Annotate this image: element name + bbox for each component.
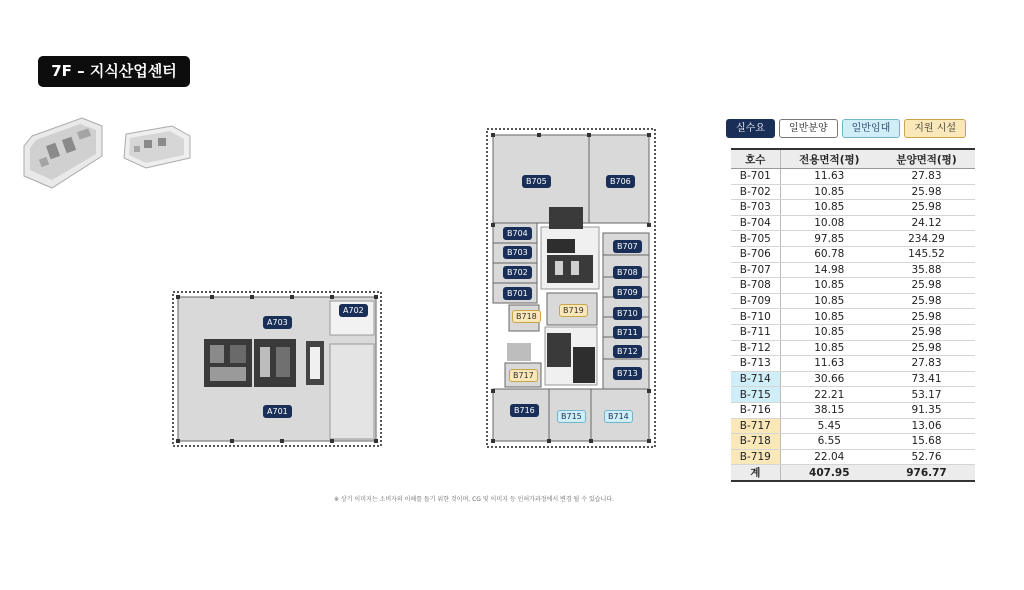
- cell-unit: B-703: [731, 200, 780, 216]
- area-table-header: [731, 149, 975, 169]
- unit-label-b701[interactable]: B701: [503, 287, 532, 300]
- cell-sale: 25.98: [878, 293, 975, 309]
- table-row: [731, 184, 975, 200]
- table-row: [731, 293, 975, 309]
- unit-label-b719[interactable]: B719: [559, 304, 588, 317]
- unit-label-b710[interactable]: B710: [613, 307, 642, 320]
- legend-sales[interactable]: 실수요: [726, 119, 775, 138]
- unit-label-b716[interactable]: B716: [510, 404, 539, 417]
- unit-label-b715[interactable]: B715: [557, 410, 586, 423]
- unit-label-b718[interactable]: B718: [512, 310, 541, 323]
- cell-unit: B-708: [731, 278, 780, 294]
- table-row: [731, 215, 975, 231]
- building-3d-thumbnail-small: [122, 124, 192, 170]
- table-row: [731, 278, 975, 294]
- unit-type-legend: [726, 119, 966, 138]
- cell-unit: B-713: [731, 356, 780, 372]
- cell-sale: 91.35: [878, 402, 975, 418]
- table-row: [731, 371, 975, 387]
- table-row: [731, 309, 975, 325]
- table-row: [731, 324, 975, 340]
- cell-exclusive: 97.85: [780, 231, 878, 247]
- table-row: [731, 402, 975, 418]
- cell-sale: 25.98: [878, 324, 975, 340]
- unit-label-b717[interactable]: B717: [509, 369, 538, 382]
- floor-plan-building-b: [485, 127, 657, 449]
- cell-sale: 145.52: [878, 246, 975, 262]
- cell-exclusive: 10.08: [780, 215, 878, 231]
- cell-unit: B-718: [731, 434, 780, 450]
- cell-exclusive: 10.85: [780, 184, 878, 200]
- cell-exclusive: 10.85: [780, 278, 878, 294]
- unit-label-b702[interactable]: B702: [503, 266, 532, 279]
- table-row: [731, 262, 975, 278]
- cell-unit: B-714: [731, 371, 780, 387]
- cell-unit: B-715: [731, 387, 780, 403]
- cell-sale: 53.17: [878, 387, 975, 403]
- header-sale-area: 분양면적(평): [878, 149, 975, 169]
- cell-exclusive: 14.98: [780, 262, 878, 278]
- cell-total-exclusive: 407.95: [780, 465, 878, 482]
- header-unit: 호수: [731, 149, 780, 169]
- cell-sale: 27.83: [878, 356, 975, 372]
- unit-label-b705[interactable]: B705: [522, 175, 551, 188]
- table-row: [731, 418, 975, 434]
- building-3d-thumbnail-large: [22, 116, 104, 190]
- cell-exclusive: 60.78: [780, 246, 878, 262]
- legend-support[interactable]: 지원 시설: [904, 119, 966, 138]
- cell-sale: 35.88: [878, 262, 975, 278]
- unit-label-b708[interactable]: B708: [613, 266, 642, 279]
- unit-label-b711[interactable]: B711: [613, 326, 642, 339]
- cell-unit: B-704: [731, 215, 780, 231]
- table-row: [731, 387, 975, 403]
- cell-exclusive: 10.85: [780, 309, 878, 325]
- unit-label-b709[interactable]: B709: [613, 286, 642, 299]
- table-row: [731, 169, 975, 185]
- cell-exclusive: 5.45: [780, 418, 878, 434]
- cell-sale: 25.98: [878, 309, 975, 325]
- cell-total-label: 계: [731, 465, 780, 482]
- cell-unit: B-711: [731, 324, 780, 340]
- table-row: [731, 340, 975, 356]
- disclaimer-footnote: ※ 상기 이미지는 소비자의 이해를 돕기 위한 것이며, CG 및 이미지 등 인허가과정에서 변경 될 수 있습니다.: [334, 496, 615, 503]
- cell-sale: 25.98: [878, 278, 975, 294]
- cell-unit: B-702: [731, 184, 780, 200]
- header-exclusive-area: 전용면적(평): [780, 149, 878, 169]
- cell-exclusive: 38.15: [780, 402, 878, 418]
- cell-unit: B-706: [731, 246, 780, 262]
- unit-label-b707[interactable]: B707: [613, 240, 642, 253]
- cell-unit: B-712: [731, 340, 780, 356]
- cell-sale: 15.68: [878, 434, 975, 450]
- cell-exclusive: 10.85: [780, 340, 878, 356]
- unit-label-b714[interactable]: B714: [604, 410, 633, 423]
- cell-sale: 13.06: [878, 418, 975, 434]
- cell-total-sale: 976.77: [878, 465, 975, 482]
- page-title: 7F – 지식산업센터: [38, 56, 190, 87]
- unit-label-b713[interactable]: B713: [613, 367, 642, 380]
- cell-sale: 73.41: [878, 371, 975, 387]
- cell-unit: B-701: [731, 169, 780, 185]
- cell-sale: 25.98: [878, 200, 975, 216]
- cell-exclusive: 10.85: [780, 293, 878, 309]
- area-table: [731, 148, 975, 482]
- cell-exclusive: 22.04: [780, 449, 878, 465]
- table-row: [731, 231, 975, 247]
- table-row: [731, 200, 975, 216]
- unit-label-b706[interactable]: B706: [606, 175, 635, 188]
- table-row: [731, 246, 975, 262]
- legend-general-lease[interactable]: 일반임대: [842, 119, 901, 138]
- table-row: [731, 434, 975, 450]
- cell-unit: B-710: [731, 309, 780, 325]
- cell-unit: B-705: [731, 231, 780, 247]
- cell-unit: B-709: [731, 293, 780, 309]
- cell-unit: B-719: [731, 449, 780, 465]
- cell-unit: B-716: [731, 402, 780, 418]
- cell-exclusive: 22.21: [780, 387, 878, 403]
- cell-unit: B-707: [731, 262, 780, 278]
- cell-exclusive: 6.55: [780, 434, 878, 450]
- cell-exclusive: 11.63: [780, 356, 878, 372]
- unit-label-b712[interactable]: B712: [613, 345, 642, 358]
- cell-exclusive: 10.85: [780, 200, 878, 216]
- floor-plan-building-a: [170, 289, 386, 449]
- unit-label-a703[interactable]: A703: [263, 316, 292, 329]
- cell-sale: 27.83: [878, 169, 975, 185]
- unit-label-b703[interactable]: B703: [503, 246, 532, 259]
- cell-sale: 25.98: [878, 340, 975, 356]
- legend-general-sale[interactable]: 일반분양: [779, 119, 838, 138]
- table-total-row: [731, 465, 975, 482]
- unit-label-a702[interactable]: A702: [339, 304, 368, 317]
- table-row: [731, 356, 975, 372]
- cell-sale: 234.29: [878, 231, 975, 247]
- cell-sale: 24.12: [878, 215, 975, 231]
- table-row: [731, 449, 975, 465]
- cell-sale: 25.98: [878, 184, 975, 200]
- cell-exclusive: 10.85: [780, 324, 878, 340]
- cell-exclusive: 11.63: [780, 169, 878, 185]
- unit-label-b704[interactable]: B704: [503, 227, 532, 240]
- cell-unit: B-717: [731, 418, 780, 434]
- cell-sale: 52.76: [878, 449, 975, 465]
- cell-exclusive: 30.66: [780, 371, 878, 387]
- unit-label-a701[interactable]: A701: [263, 405, 292, 418]
